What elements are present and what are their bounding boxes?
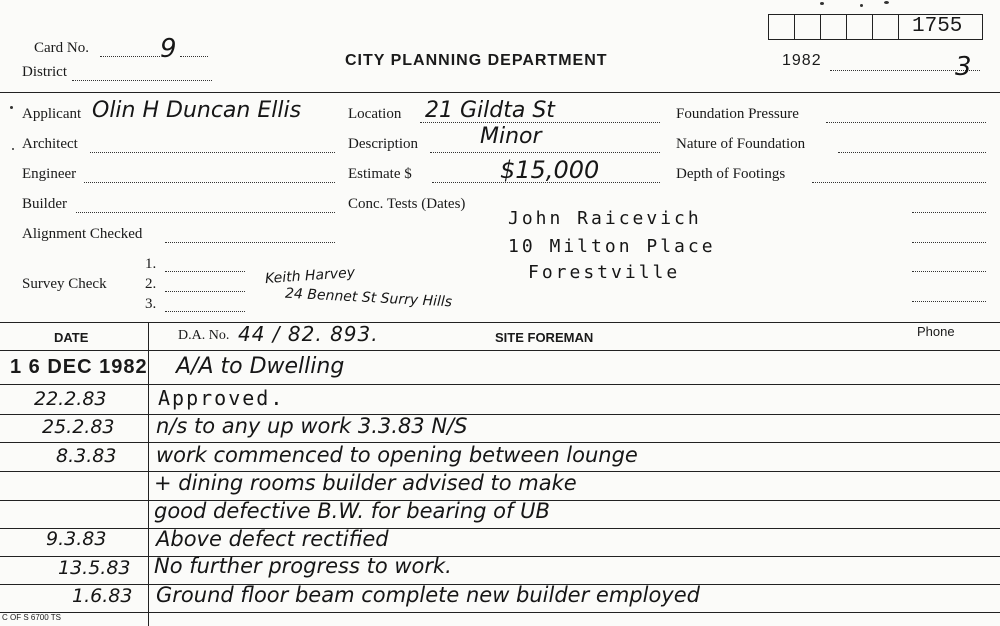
applicant-label: Applicant [22, 106, 82, 122]
log-header-divider [0, 350, 1000, 351]
survey-3-label: 3. [145, 296, 157, 312]
row-line-1 [0, 384, 1000, 385]
log-top-border [0, 322, 1000, 323]
scan-speck [12, 148, 14, 150]
log-entry: work commenced to opening between lounge [156, 443, 638, 467]
number-box-5 [872, 14, 899, 40]
architect-line [90, 152, 335, 153]
depth-footings-label: Depth of Footings [676, 166, 786, 182]
foundation-pressure-line [826, 122, 986, 123]
row-line-6 [0, 528, 1000, 529]
log-entry: A/A to Dwelling [176, 354, 345, 379]
district-label: District [22, 64, 67, 80]
nature-foundation-line [838, 152, 986, 153]
engineer-label: Engineer [22, 166, 77, 182]
row-line-7 [0, 556, 1000, 557]
survey-1-label: 1. [145, 256, 157, 272]
date-column-divider [148, 322, 149, 626]
card-no-line [100, 56, 160, 57]
alignment-label: Alignment Checked [22, 226, 143, 242]
builder-name: John Raicevich [508, 208, 702, 229]
log-entry: good defective B.W. for bearing of UB [154, 499, 550, 523]
survey-address: 24 Bennet St Surry Hills [284, 285, 453, 311]
builder-line [76, 212, 335, 213]
date-header: DATE [54, 330, 89, 345]
phone-header: Phone [917, 324, 955, 339]
log-date: 13.5.83 [58, 557, 131, 579]
location-label: Location [348, 106, 402, 122]
survey-2-label: 2. [145, 276, 157, 292]
description-line [430, 152, 660, 153]
log-entry: Above defect rectified [156, 527, 389, 551]
da-label: D.A. No. [178, 328, 230, 343]
location-line [420, 122, 660, 123]
location-value: 21 Gildta St [425, 98, 555, 123]
log-entry: No further progress to work. [154, 554, 452, 578]
card-year: 1982 [782, 52, 822, 69]
log-date: 22.2.83 [34, 388, 107, 410]
number-box-4 [846, 14, 873, 40]
site-foreman-header: SITE FOREMAN [495, 330, 594, 345]
survey-3-line [165, 311, 245, 312]
nature-foundation-label: Nature of Foundation [676, 136, 806, 152]
card-no-line-2 [180, 56, 208, 57]
form-code: C OF S 6700 TS [2, 613, 61, 622]
extra-line-1 [912, 212, 986, 213]
foundation-pressure-label: Foundation Pressure [676, 106, 799, 122]
extra-line-2 [912, 242, 986, 243]
engineer-line [84, 182, 335, 183]
depth-footings-line [812, 182, 986, 183]
number-box-2 [794, 14, 821, 40]
header-divider [0, 92, 1000, 93]
description-label: Description [348, 136, 418, 152]
description-value: Minor [480, 124, 542, 149]
scan-speck [10, 106, 13, 109]
builder-address-1: 10 Milton Place [508, 236, 716, 257]
survey-1-line [165, 271, 245, 272]
applicant-value: Olin H Duncan Ellis [92, 98, 302, 123]
survey-2-line [165, 291, 245, 292]
sheet-number: 3 [955, 52, 972, 82]
district-line [72, 80, 212, 81]
log-date: 1.6.83 [72, 585, 133, 607]
log-date: 25.2.83 [42, 416, 115, 438]
row-line-9 [0, 612, 1000, 613]
log-entry: Ground floor beam complete new builder employed [156, 583, 700, 607]
log-entry: Approved. [158, 386, 285, 410]
estimate-value: $15,000 [500, 156, 600, 184]
builder-address-2: Forestville [528, 262, 681, 283]
log-entry: + dining rooms builder advised to make [154, 471, 577, 495]
log-entry: n/s to any up work 3.3.83 N/S [156, 414, 468, 438]
department-title: CITY PLANNING DEPARTMENT [345, 52, 608, 69]
row-line-2 [0, 414, 1000, 415]
card-number: 1755 [912, 15, 963, 38]
scan-speck [860, 4, 863, 7]
survey-name: Keith Harvey [264, 264, 356, 288]
log-date: 8.3.83 [56, 445, 117, 467]
survey-label: Survey Check [22, 276, 107, 292]
extra-line-4 [912, 301, 986, 302]
da-value: 44 / 82. 893. [238, 322, 379, 346]
log-date: 1 6 DEC 1982 [10, 356, 148, 378]
architect-label: Architect [22, 136, 78, 152]
log-date: 9.3.83 [46, 528, 107, 550]
number-box-1 [768, 14, 795, 40]
scan-speck [820, 2, 824, 5]
card-no-label: Card No. [34, 40, 89, 56]
number-box-3 [820, 14, 847, 40]
extra-line-3 [912, 271, 986, 272]
conc-tests-label: Conc. Tests (Dates) [348, 196, 466, 212]
card-no-value: 9 [160, 34, 177, 64]
scan-speck [884, 1, 889, 4]
builder-label: Builder [22, 196, 67, 212]
alignment-line [165, 242, 335, 243]
estimate-label: Estimate $ [348, 166, 412, 182]
